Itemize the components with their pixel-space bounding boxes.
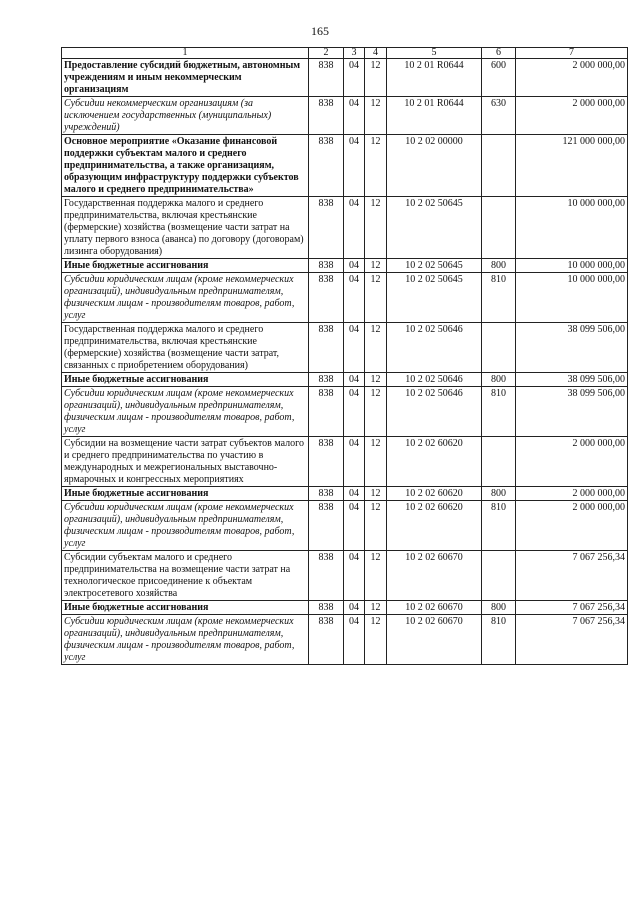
expense-name-cell: Предоставление субсидий бюджетным, автономным учреждениям и иным некоммерческим организациям bbox=[62, 59, 309, 97]
table-row bbox=[62, 487, 628, 501]
subsection-code-cell: 12 bbox=[365, 273, 387, 323]
section-code-cell: 04 bbox=[344, 551, 365, 601]
expense-name-cell: Субсидии субъектам малого и среднего предпринимательства на возмещение части затрат на технологическое присоединение к объектам электросетевого хозяйства bbox=[62, 551, 309, 601]
column-header: 1 bbox=[62, 48, 309, 59]
expense-type-cell: 800 bbox=[482, 601, 516, 615]
target-article-cell: 10 2 02 50645 bbox=[387, 259, 482, 273]
expense-type-cell: 630 bbox=[482, 97, 516, 135]
target-article-cell: 10 2 02 60620 bbox=[387, 487, 482, 501]
expense-name-cell: Иные бюджетные ассигнования bbox=[62, 487, 309, 501]
subsection-code-cell: 12 bbox=[365, 97, 387, 135]
section-code-cell: 04 bbox=[344, 135, 365, 197]
amount-cell: 2 000 000,00 bbox=[516, 487, 628, 501]
section-code-cell: 04 bbox=[344, 197, 365, 259]
expense-name-cell: Субсидии юридическим лицам (кроме некоммерческих организаций), индивидуальным предпринимателям, физическим лицам - производителям товаров, работ, услуг bbox=[62, 501, 309, 551]
expense-type-cell bbox=[482, 323, 516, 373]
expense-name-cell: Субсидии некоммерческим организациям (за исключением государственных (муниципальных) учреждений) bbox=[62, 97, 309, 135]
table-row bbox=[62, 601, 628, 615]
section-code-cell: 04 bbox=[344, 487, 365, 501]
expense-name-cell: Иные бюджетные ассигнования bbox=[62, 259, 309, 273]
expense-name-cell: Субсидии юридическим лицам (кроме некоммерческих организаций), индивидуальным предпринимателям, физическим лицам - производителям товаров, работ, услуг bbox=[62, 273, 309, 323]
ministry-code-cell: 838 bbox=[309, 197, 344, 259]
expense-name-cell: Государственная поддержка малого и среднего предпринимательства, включая крестьянские (фермерские) хозяйства (возмещение части затрат, связанных с приобретением оборудования) bbox=[62, 323, 309, 373]
section-code-cell: 04 bbox=[344, 59, 365, 97]
section-code-cell: 04 bbox=[344, 373, 365, 387]
table-row bbox=[62, 615, 628, 665]
target-article-cell: 10 2 02 60620 bbox=[387, 501, 482, 551]
ministry-code-cell: 838 bbox=[309, 97, 344, 135]
expense-type-cell: 810 bbox=[482, 273, 516, 323]
table-row bbox=[62, 323, 628, 373]
column-header: 2 bbox=[309, 48, 344, 59]
amount-cell: 2 000 000,00 bbox=[516, 97, 628, 135]
table-row bbox=[62, 437, 628, 487]
table-row bbox=[62, 197, 628, 259]
amount-cell: 2 000 000,00 bbox=[516, 59, 628, 97]
amount-cell: 10 000 000,00 bbox=[516, 197, 628, 259]
table-row bbox=[62, 387, 628, 437]
section-code-cell: 04 bbox=[344, 97, 365, 135]
table-row bbox=[62, 97, 628, 135]
subsection-code-cell: 12 bbox=[365, 437, 387, 487]
section-code-cell: 04 bbox=[344, 387, 365, 437]
expense-name-cell: Иные бюджетные ассигнования bbox=[62, 373, 309, 387]
subsection-code-cell: 12 bbox=[365, 259, 387, 273]
table-row bbox=[62, 273, 628, 323]
section-code-cell: 04 bbox=[344, 615, 365, 665]
expense-type-cell bbox=[482, 551, 516, 601]
expense-type-cell: 810 bbox=[482, 501, 516, 551]
table-row bbox=[62, 59, 628, 97]
section-code-cell: 04 bbox=[344, 501, 365, 551]
column-header: 3 bbox=[344, 48, 365, 59]
target-article-cell: 10 2 02 60620 bbox=[387, 437, 482, 487]
expense-name-cell: Основное мероприятие «Оказание финансовой поддержки субъектам малого и среднего предпринимательства, а также организациям, образующим инфраструктуру поддержки субъектов малого и среднего предпринимательства» bbox=[62, 135, 309, 197]
expense-name-cell: Субсидии юридическим лицам (кроме некоммерческих организаций), индивидуальным предпринимателям, физическим лицам - производителям товаров, работ, услуг bbox=[62, 387, 309, 437]
subsection-code-cell: 12 bbox=[365, 197, 387, 259]
target-article-cell: 10 2 02 00000 bbox=[387, 135, 482, 197]
amount-cell: 2 000 000,00 bbox=[516, 437, 628, 487]
ministry-code-cell: 838 bbox=[309, 259, 344, 273]
expense-name-cell: Субсидии юридическим лицам (кроме некоммерческих организаций), индивидуальным предпринимателям, физическим лицам - производителям товаров, работ, услуг bbox=[62, 615, 309, 665]
target-article-cell: 10 2 02 50645 bbox=[387, 273, 482, 323]
expense-name-cell: Иные бюджетные ассигнования bbox=[62, 601, 309, 615]
expense-type-cell: 810 bbox=[482, 387, 516, 437]
amount-cell: 10 000 000,00 bbox=[516, 259, 628, 273]
ministry-code-cell: 838 bbox=[309, 601, 344, 615]
column-header: 6 bbox=[482, 48, 516, 59]
expense-type-cell: 800 bbox=[482, 373, 516, 387]
subsection-code-cell: 12 bbox=[365, 601, 387, 615]
expense-type-cell: 800 bbox=[482, 487, 516, 501]
ministry-code-cell: 838 bbox=[309, 437, 344, 487]
subsection-code-cell: 12 bbox=[365, 615, 387, 665]
amount-cell: 10 000 000,00 bbox=[516, 273, 628, 323]
ministry-code-cell: 838 bbox=[309, 373, 344, 387]
target-article-cell: 10 2 02 60670 bbox=[387, 601, 482, 615]
expense-type-cell: 810 bbox=[482, 615, 516, 665]
table-row bbox=[62, 373, 628, 387]
subsection-code-cell: 12 bbox=[365, 135, 387, 197]
section-code-cell: 04 bbox=[344, 437, 365, 487]
target-article-cell: 10 2 02 50646 bbox=[387, 323, 482, 373]
table-row bbox=[62, 551, 628, 601]
section-code-cell: 04 bbox=[344, 259, 365, 273]
section-code-cell: 04 bbox=[344, 601, 365, 615]
ministry-code-cell: 838 bbox=[309, 387, 344, 437]
header-row bbox=[62, 48, 628, 59]
subsection-code-cell: 12 bbox=[365, 59, 387, 97]
amount-cell: 7 067 256,34 bbox=[516, 601, 628, 615]
ministry-code-cell: 838 bbox=[309, 501, 344, 551]
ministry-code-cell: 838 bbox=[309, 323, 344, 373]
ministry-code-cell: 838 bbox=[309, 135, 344, 197]
column-header: 5 bbox=[387, 48, 482, 59]
ministry-code-cell: 838 bbox=[309, 615, 344, 665]
page-number: 165 bbox=[311, 24, 329, 38]
expense-name-cell: Государственная поддержка малого и среднего предпринимательства, включая крестьянские (фермерские) хозяйства (возмещение части затрат на уплату первого взноса (аванса) по договору (договорам) лизинга оборудования) bbox=[62, 197, 309, 259]
column-header: 7 bbox=[516, 48, 628, 59]
target-article-cell: 10 2 01 R0644 bbox=[387, 59, 482, 97]
amount-cell: 38 099 506,00 bbox=[516, 373, 628, 387]
ministry-code-cell: 838 bbox=[309, 551, 344, 601]
section-code-cell: 04 bbox=[344, 323, 365, 373]
budget-table bbox=[61, 47, 628, 665]
section-code-cell: 04 bbox=[344, 273, 365, 323]
expense-type-cell bbox=[482, 135, 516, 197]
target-article-cell: 10 2 02 60670 bbox=[387, 551, 482, 601]
amount-cell: 2 000 000,00 bbox=[516, 501, 628, 551]
expense-type-cell bbox=[482, 197, 516, 259]
column-header: 4 bbox=[365, 48, 387, 59]
table-row bbox=[62, 501, 628, 551]
expense-type-cell: 600 bbox=[482, 59, 516, 97]
subsection-code-cell: 12 bbox=[365, 487, 387, 501]
ministry-code-cell: 838 bbox=[309, 273, 344, 323]
amount-cell: 7 067 256,34 bbox=[516, 615, 628, 665]
subsection-code-cell: 12 bbox=[365, 387, 387, 437]
subsection-code-cell: 12 bbox=[365, 323, 387, 373]
subsection-code-cell: 12 bbox=[365, 551, 387, 601]
amount-cell: 38 099 506,00 bbox=[516, 387, 628, 437]
subsection-code-cell: 12 bbox=[365, 373, 387, 387]
target-article-cell: 10 2 02 60670 bbox=[387, 615, 482, 665]
ministry-code-cell: 838 bbox=[309, 487, 344, 501]
target-article-cell: 10 2 02 50646 bbox=[387, 387, 482, 437]
target-article-cell: 10 2 01 R0644 bbox=[387, 97, 482, 135]
table-row bbox=[62, 259, 628, 273]
subsection-code-cell: 12 bbox=[365, 501, 387, 551]
table-row bbox=[62, 135, 628, 197]
expense-type-cell bbox=[482, 437, 516, 487]
expense-type-cell: 800 bbox=[482, 259, 516, 273]
target-article-cell: 10 2 02 50645 bbox=[387, 197, 482, 259]
amount-cell: 38 099 506,00 bbox=[516, 323, 628, 373]
expense-name-cell: Субсидии на возмещение части затрат субъектов малого и среднего предпринимательства по участию в международных и межрегиональных выставочно-ярмарочных и конгрессных мероприятиях bbox=[62, 437, 309, 487]
amount-cell: 7 067 256,34 bbox=[516, 551, 628, 601]
target-article-cell: 10 2 02 50646 bbox=[387, 373, 482, 387]
ministry-code-cell: 838 bbox=[309, 59, 344, 97]
amount-cell: 121 000 000,00 bbox=[516, 135, 628, 197]
